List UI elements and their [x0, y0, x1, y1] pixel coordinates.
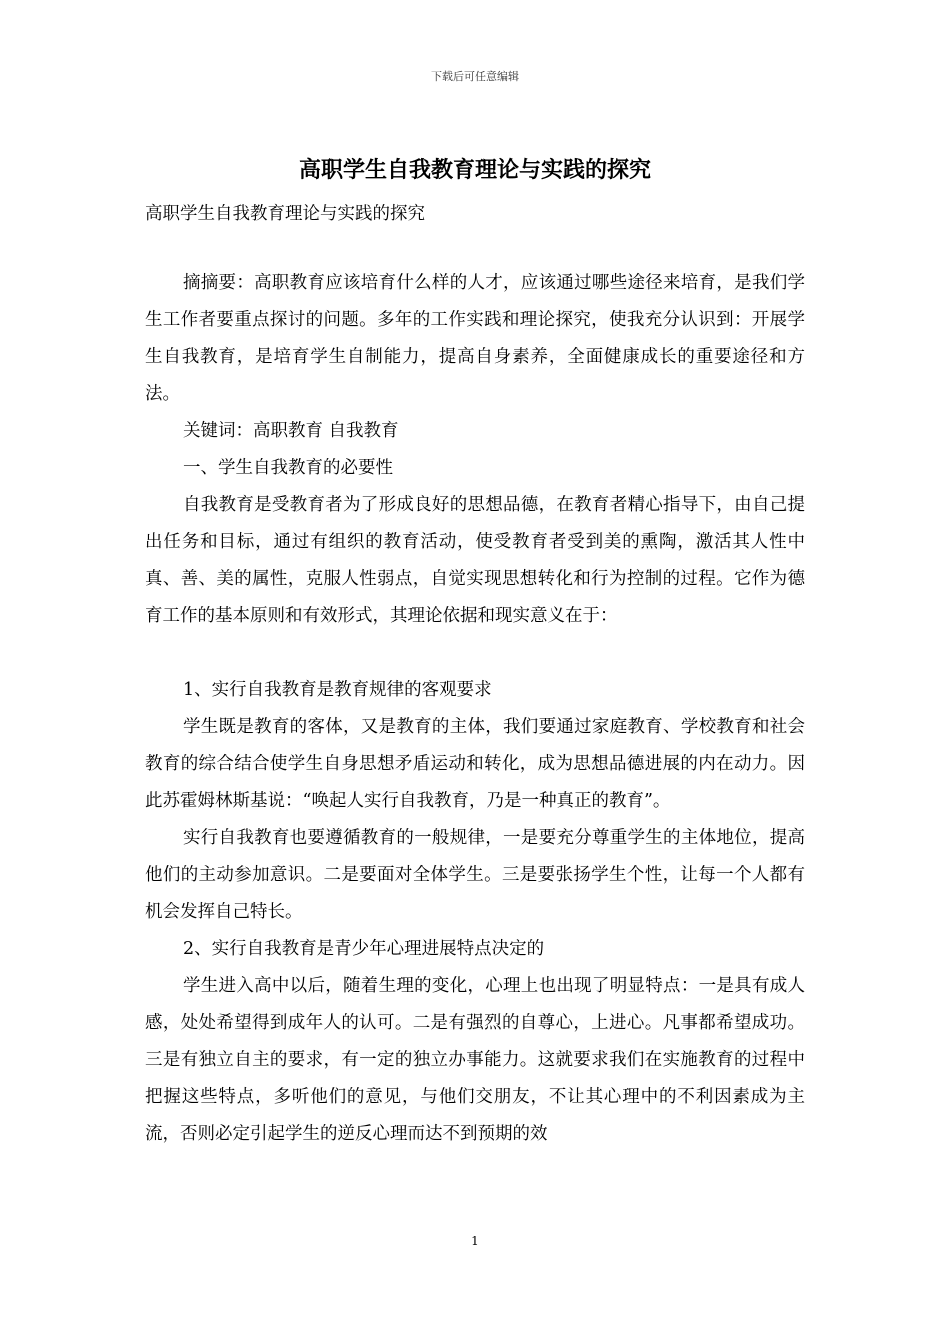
document-title: 高职学生自我教育理论与实践的探究	[298, 157, 651, 183]
document-subtitle: 高职学生自我教育理论与实践的探究	[145, 204, 425, 224]
page-number: 1	[471, 1234, 479, 1248]
point-heading-2: 2、实行自我教育是青少年心理进展特点决定的	[183, 939, 545, 959]
document-body	[145, 196, 805, 1153]
point-2-paragraph-1: 学生进入高中以后，随着生理的变化，心理上也出现了明显特点：一是具有成人感，处处希望得到成年人的认可。二是有强烈的自尊心，上进心。凡事都希望成功。三是有独立自主的要求，有一定的独立办事能力。这就要求我们在实施教育的过程中把握这些特点，多听他们的意见，与他们交朋友，不让其心理中的不利因素成为主流，否则必定引起学生的逆反心理而达不到预期的效	[145, 976, 805, 1144]
abstract-paragraph: 摘摘要：高职教育应该培育什么样的人才，应该通过哪些途径来培育，是我们学生工作者要重点探讨的问题。多年的工作实践和理论探究，使我充分认识到：开展学生自我教育，是培育学生自制能力，提高自身素养，全面健康成长的重要途径和方法。	[145, 273, 805, 404]
section-heading-1: 一、学生自我教育的必要性	[183, 458, 393, 478]
point-1-paragraph-1: 学生既是教育的客体，又是教育的主体，我们要通过家庭教育、学校教育和社会教育的综合结合使学生自身思想矛盾运动和转化，成为思想品德进展的内在动力。因此苏霍姆林斯基说：“唤起人实行自我教育，乃是一种真正的教育”。	[145, 717, 805, 811]
point-1-paragraph-2: 实行自我教育也要遵循教育的一般规律，一是要充分尊重学生的主体地位，提高他们的主动参加意识。二是要面对全体学生。三是要张扬学生个性，让每一个人都有机会发挥自己特长。	[145, 828, 805, 922]
section-1-paragraph: 自我教育是受教育者为了形成良好的思想品德，在教育者精心指导下，由自己提出任务和目标，通过有组织的教育活动，使受教育者受到美的熏陶，激活其人性中真、善、美的属性，克服人性弱点，自觉实现思想转化和行为控制的过程。它作为德育工作的基本原则和有效形式，其理论依据和现实意义在于：	[145, 495, 805, 626]
keywords-line: 关键词：高职教育 自我教育	[183, 421, 399, 441]
page-header-note: 下载后可任意编辑	[431, 70, 519, 83]
point-heading-1: 1、实行自我教育是教育规律的客观要求	[183, 680, 492, 700]
